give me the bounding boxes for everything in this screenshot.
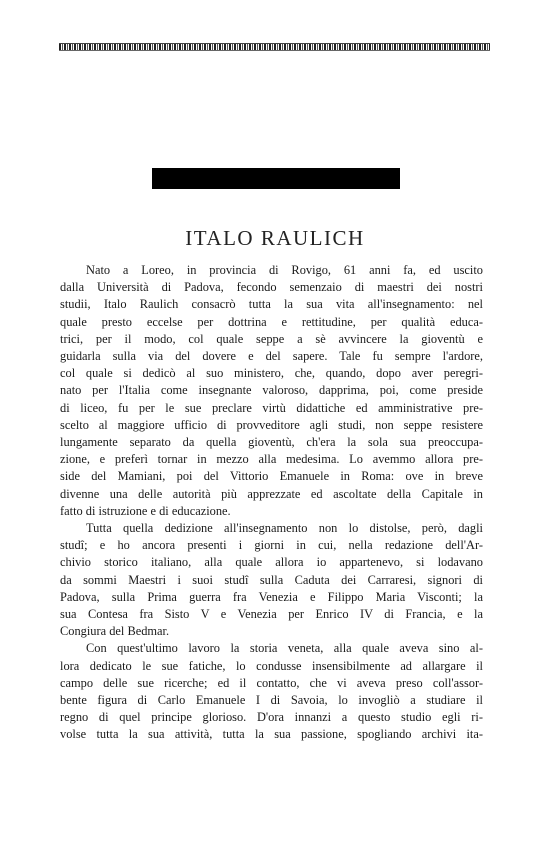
line: Tutta quella dedizione all'insegnamento non lo distolse, però, dagli: [86, 521, 483, 536]
line: dalla Università di Padova, fecondo semenzaio di maestri dei nostri: [60, 280, 483, 295]
line: side del Mamiani, poi del Vittorio Emanuele in Roma: ove in breve: [60, 469, 483, 484]
line: studî; e ho ancora presenti i giorni in cui, nella redazione dell'Ar-: [60, 538, 483, 553]
line: trici, per il modo, col quale seppe a sè avvincere la gioventù e: [60, 331, 483, 346]
line: divenne una delle autorità più apprezzate ed ascoltate della Capitale in: [60, 486, 483, 501]
line: Con quest'ultimo lavoro la storia veneta, alla quale aveva sino al-: [86, 641, 483, 656]
line: Nato a Loreo, in provincia di Rovigo, 61 anni fa, ed uscito: [86, 263, 483, 277]
line: chivio storico italiano, alla quale allora io appartenevo, si lodavano: [60, 555, 483, 570]
line: guidarla sulla via del dovere e del sapere. Tale fu sempre l'ardore,: [60, 349, 483, 364]
line: Padova, sulla Prima guerra fra Venezia e Filippo Maria Visconti; la: [60, 589, 483, 604]
line: sua Contesa fra Sisto V e Venezia per Enrico IV di Francia, e la: [60, 607, 483, 622]
line: nato per l'Italia come insegnante valoroso, dapprima, poi, come preside: [60, 383, 483, 398]
line: campo delle sue ricerche; ed il contatto, che vi aveva preso coll'assor-: [60, 675, 483, 690]
line: quale presto eccelse per dottrina e rettitudine, per qualità educa-: [60, 314, 483, 329]
black-banner: [152, 168, 400, 189]
line: studii, Italo Raulich consacrò tutta la sua vita all'insegnamento: nel: [60, 297, 483, 312]
article-body: [60, 262, 483, 744]
line: volse tutta la sua attività, tutta la sua passione, spogliando archivi ita-: [60, 727, 483, 742]
line: di liceo, fu per le sue preclare virtù didattiche ed amministrative pre-: [60, 400, 483, 415]
line: bente figura di Carlo Emanuele I di Savoia, lo invogliò a studiare il: [60, 693, 483, 708]
line: lungamente separato da quella gioventù, ch'era la sola sua preoccupa-: [60, 435, 483, 450]
line: Congiura del Bedmar.: [60, 624, 170, 639]
line: lora dedicato le sue fatiche, lo condusse insensibilmente ad allargare il: [60, 658, 483, 673]
line: scelto al maggiore ufficio di provveditore agli studi, non seppe resistere: [60, 417, 483, 432]
line: regno di quel principe glorioso. D'ora innanzi a questo studio egli ri-: [60, 710, 483, 725]
line: fatto di istruzione e di educazione.: [60, 503, 231, 518]
line: col quale si dedicò al suo ministero, che, quando, dopo aver peregri-: [60, 366, 483, 381]
line: da sommi Maestri i suoi studî sulla Caduta dei Carraresi, signori di: [60, 572, 483, 587]
decorative-rule: [59, 43, 490, 51]
line: zione, e preferì tornar in mezzo alla medesima. Lo avemmo allora pre-: [60, 452, 483, 467]
page-title: ITALO RAULICH: [185, 226, 365, 250]
